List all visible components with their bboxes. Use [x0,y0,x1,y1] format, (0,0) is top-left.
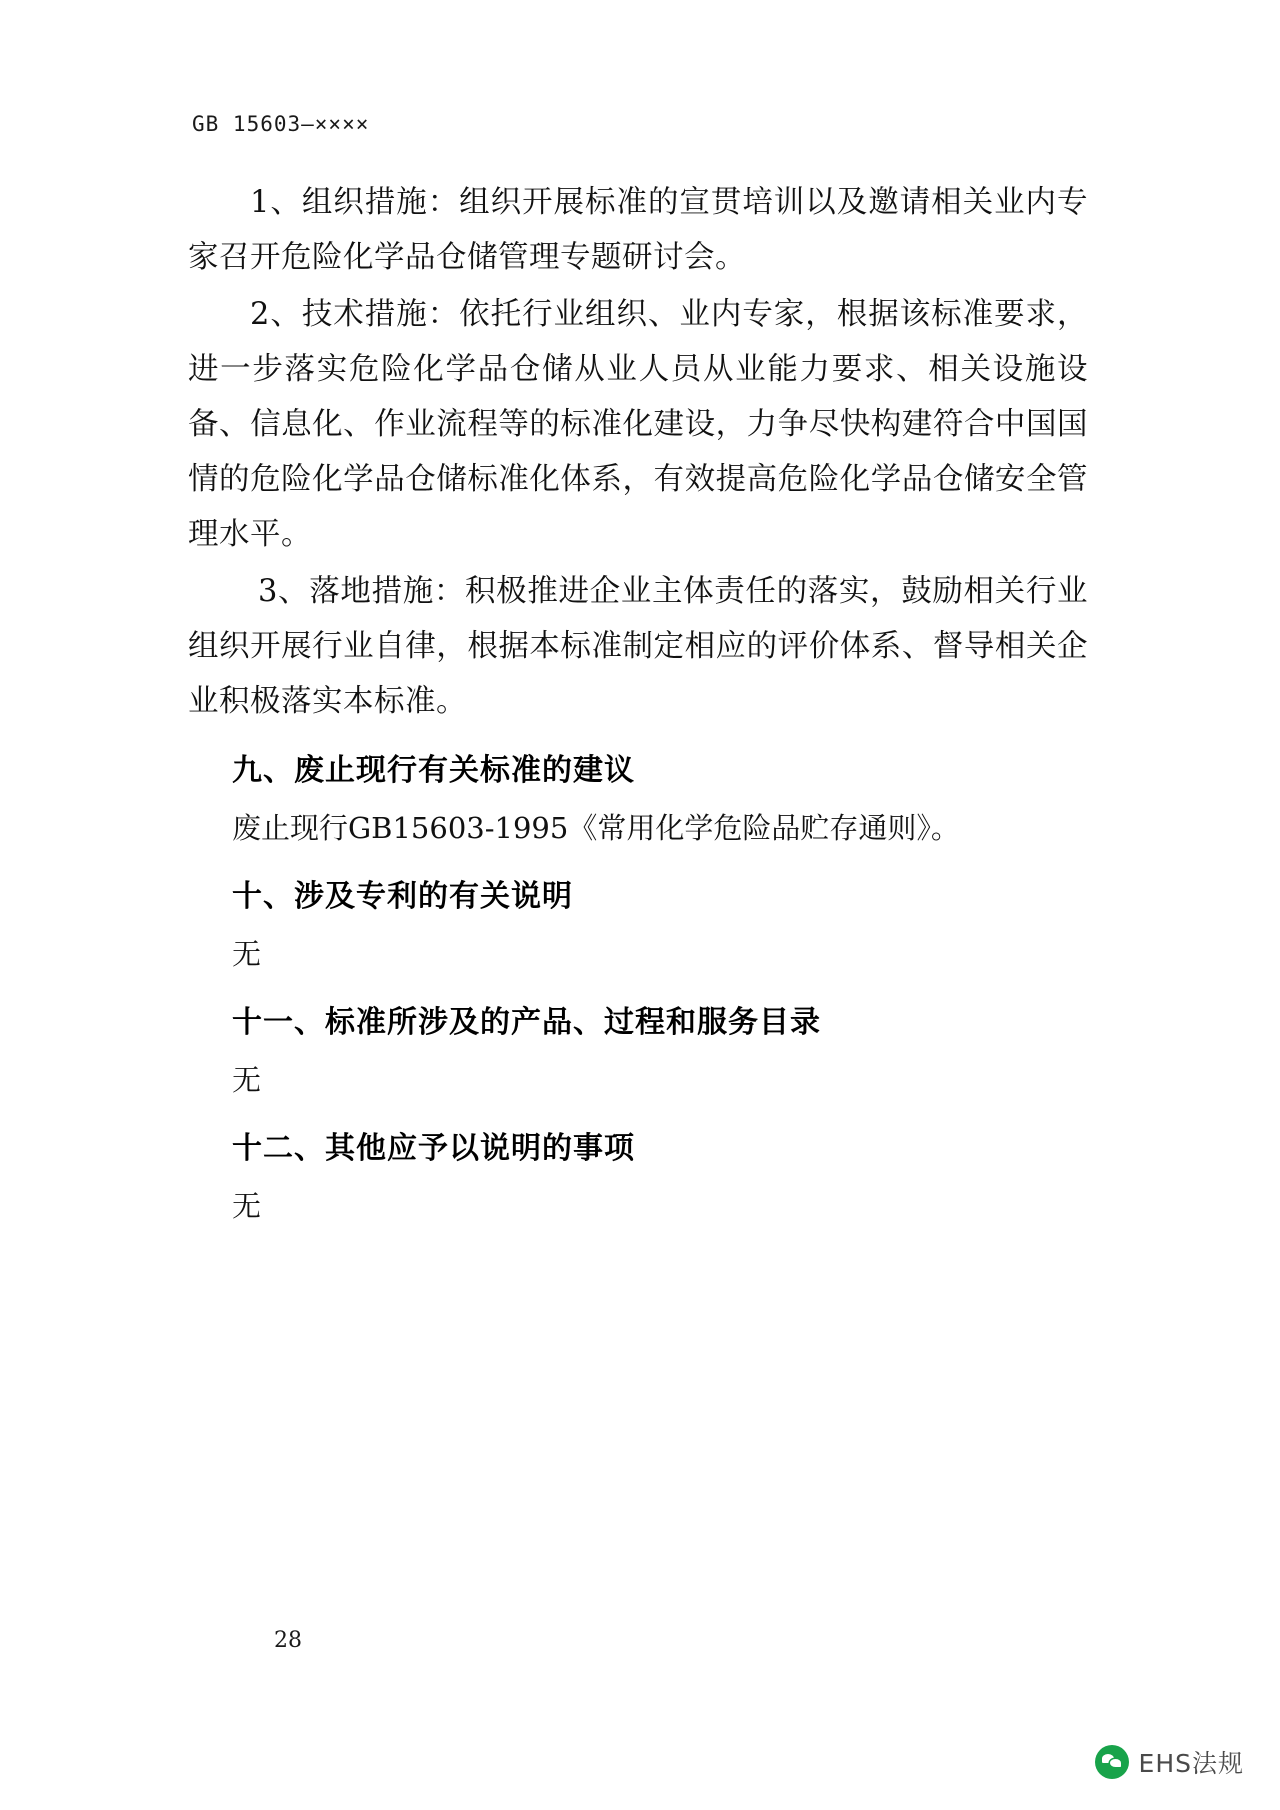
section-body-eleven: 无 [232,1063,262,1097]
paragraph-organizational-measures: 1、组织措施：组织开展标准的宣贯培训以及邀请相关业内专家召开危险化学品仓储管理专题研讨会。 [188,185,1088,275]
watermark [1095,1744,1244,1780]
section-body-twelve: 无 [232,1189,262,1223]
watermark-label: EHS法规 [1138,1749,1244,1778]
section-heading-ten: 十、涉及专利的有关说明 [232,879,573,914]
document-header-code: GB 15603—×××× [192,112,370,136]
wechat-icon [1095,1745,1129,1779]
document-body [188,175,1088,1235]
paragraph-implementation-measures: 3、落地措施：积极推进企业主体责任的落实，鼓励相关行业组织开展行业自律，根据本标准制定相应的评价体系、督导相关企业积极落实本标准。 [188,574,1088,719]
section-heading-eleven: 十一、标准所涉及的产品、过程和服务目录 [232,1005,821,1040]
section-body-nine: 废止现行GB15603-1995《常用化学危险品贮存通则》。 [232,811,960,845]
section-heading-nine: 九、废止现行有关标准的建议 [232,753,635,788]
section-heading-twelve: 十二、其他应予以说明的事项 [232,1131,635,1166]
paragraph-technical-measures: 2、技术措施：依托行业组织、业内专家，根据该标准要求，进一步落实危险化学品仓储从业人员从业能力要求、相关设施设备、信息化、作业流程等的标准化建设，力争尽快构建符合中国国情的危险化学品仓储标准化体系，有效提高危险化学品仓储安全管理水平。 [188,297,1088,552]
section-body-ten: 无 [232,937,262,971]
page-number: 28 [274,1628,302,1653]
